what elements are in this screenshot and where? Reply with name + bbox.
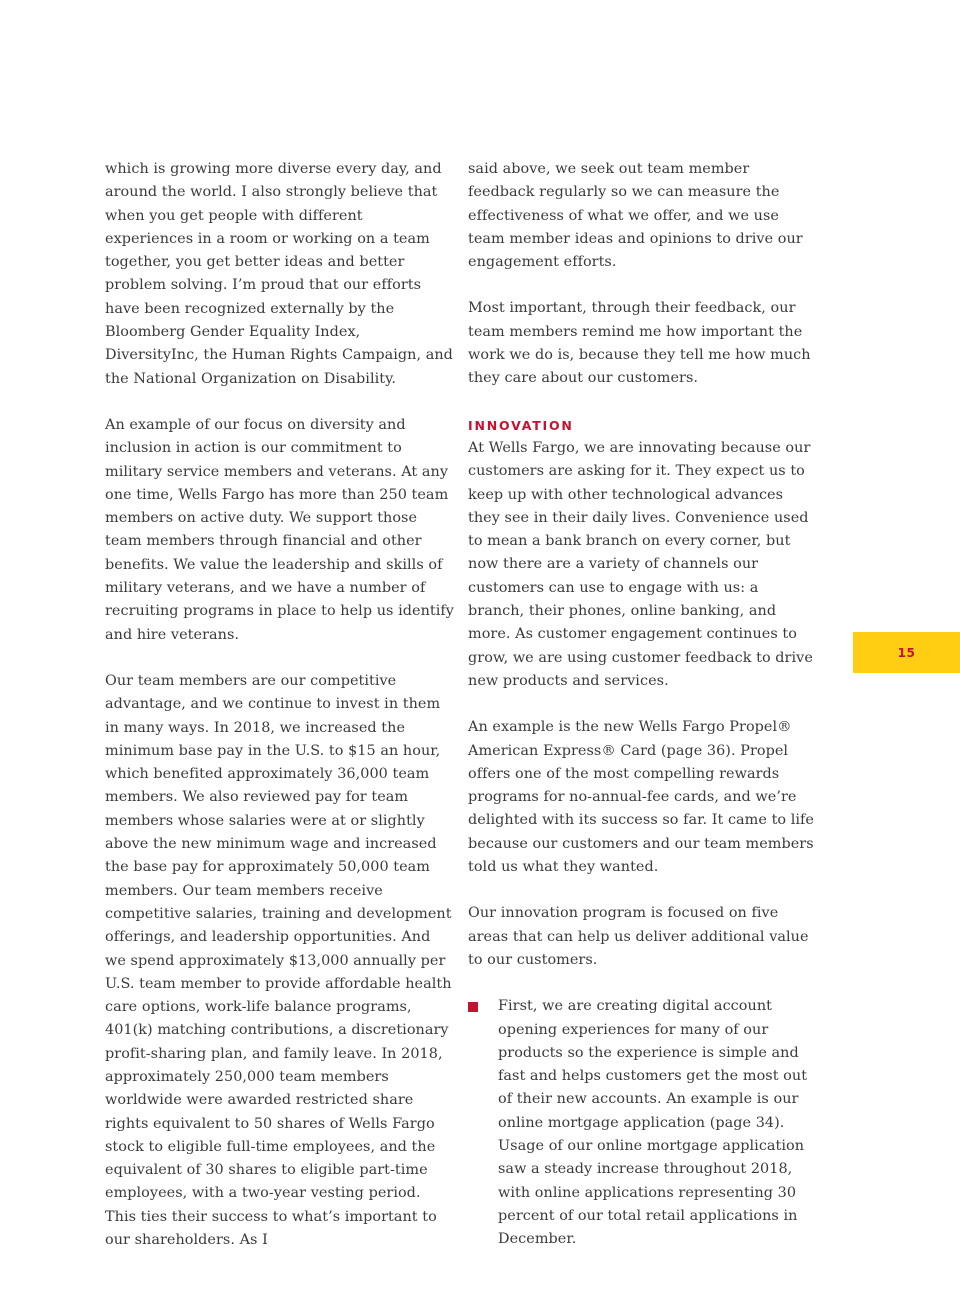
bullet-text: First, we are creating digital account opening experiences for many of our products so the experience is simple and fast and helps customers get the most out of their new accounts. An example is our online mortgage application (page 34). Usage of our online mortgage application saw a steady increase throughout 2018, with online applications representing 30 percent of our total retail applications in December.	[498, 998, 808, 1248]
body-paragraph: which is growing more diverse every day, and around the world. I also strongly believe that when you get people with different experiences in a room or working on a team together, you get better ideas and better problem solving. I’m proud that our efforts have been recognized externally by the Bloomberg Gender Equality Index, DiversityInc, the Human Rights Campaign, and the National Organization on Disability.	[105, 161, 453, 387]
body-paragraph: An example of our focus on diversity and inclusion in action is our commitment to military service members and veterans. At any one time, Wells Fargo has more than 250 team members on active duty. We support those team members through financial and other benefits. We value the leadership and skills of military veterans, and we have a number of recruiting programs in place to help us identify and hire veterans.	[105, 416, 454, 643]
list-item	[468, 995, 818, 1251]
right-column	[468, 158, 818, 1251]
body-paragraph: said above, we seek out team member feedback regularly so we can measure the effectiveness of what we offer, and we use team member ideas and opinions to drive our engagement efforts.	[468, 161, 803, 271]
bullet-list	[468, 995, 818, 1251]
body-paragraph: Most important, through their feedback, our team members remind me how important the work we do is, because they tell me how much they care about our customers.	[468, 300, 811, 387]
body-paragraph: Our innovation program is focused on five areas that can help us deliver additional value to our customers.	[468, 905, 809, 968]
page-number: 15	[897, 645, 916, 660]
section-heading-innovation: INNOVATION	[468, 417, 574, 433]
square-bullet-icon	[468, 1002, 478, 1012]
left-column	[105, 158, 455, 1275]
body-paragraph: At Wells Fargo, we are innovating because our customers are asking for it. They expect us to keep up with other technological advances they see in their daily lives. Convenience used to mean a bank branch on every corner, but now there are a variety of channels our customers can use to engage with us: a branch, their phones, online banking, and more. As customer engagement continues to grow, we are using customer feedback to drive new products and services.	[468, 439, 813, 689]
body-paragraph: Our team members are our competitive advantage, and we continue to invest in them in many ways. In 2018, we increased the minimum base pay in the U.S. to $15 an hour, which benefited approximately 36,000 team members. We also reviewed pay for team members whose salaries were at or slightly above the new minimum wage and increased the base pay for approximately 50,000 team members. Our team members receive competitive salaries, training and development offerings, and leadership opportunities. And we spend approximately $13,000 annually per U.S. team member to provide affordable health care options, work-life balance programs, 401(k) matching contributions, a discretionary profit-sharing plan, and family leave. In 2018, approximately 250,000 team members worldwide were awarded restricted share rights equivalent to 50 shares of Wells Fargo stock to eligible full-time employees, and the equivalent of 30 shares to eligible part-time employees, with a two-year vesting period. This ties their success to what’s important to our shareholders. As I	[105, 672, 452, 1249]
body-paragraph: An example is the new Wells Fargo Propel® American Express® Card (page 36). Propel offers one of the most compelling rewards programs for no-annual-fee cards, and we’re delighted with its success so far. It came to life because our customers and our team members told us what they wanted.	[468, 719, 814, 876]
page-number-tab	[853, 632, 960, 673]
